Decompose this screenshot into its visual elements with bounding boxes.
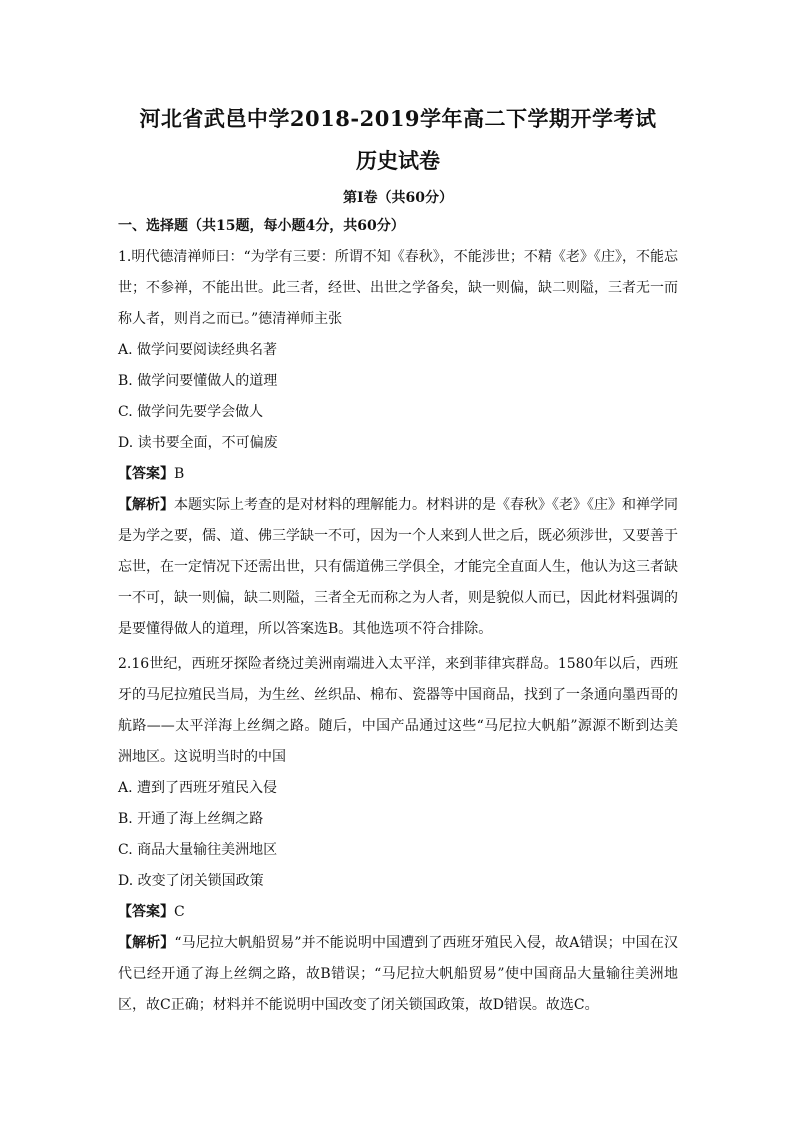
analysis-text: “马尼拉大帆船贸易”并不能说明中国遭到了西班牙殖民入侵，故A错误；中国在汉代已经开通了海上丝绸之路，故B错误；“马尼拉大帆船贸易”使中国商品大量输往美洲地区，故C正确；材料并不能说明中国改变了闭关锁国政策，故D错误。故选C。 [118,935,678,1013]
option-d: D. 改变了闭关锁国政策 [118,873,264,889]
option-c: C. 商品大量输往美洲地区 [118,842,278,858]
option-b: B. 开通了海上丝绸之路 [118,811,264,827]
page-content [118,102,678,1021]
option-d: D. 读书要全面，不可偏废 [118,435,278,451]
option-a: A. 遭到了西班牙殖民入侵 [118,780,278,796]
question-2 [118,649,678,1021]
analysis-tag: 【解析】 [118,497,174,513]
volume-heading: 第Ⅰ卷（共60分） [342,190,454,206]
exam-title: 河北省武邑中学2018-2019学年高二下学期开学考试 [139,106,657,131]
option-c: C. 做学问先要学会做人 [118,404,264,420]
analysis-paragraph [118,928,678,1021]
answer-line [118,459,678,490]
section-heading: 一、选择题（共15题，每小题4分，共60分） [118,218,405,234]
analysis-tag: 【解析】 [118,935,175,951]
option-b: B. 做学问要懂做人的道理 [118,373,278,389]
question-stem: 1.明代德清禅师曰：“为学有三要：所谓不知《春秋》，不能涉世；不精《老》《庄》，不能忘世；不参禅，不能出世。此三者，经世、出世之学备矣，缺一则偏，缺二则隘，三者无一而称人者，则肖之而已。”德清禅师主张 [118,249,678,327]
question-stem: 2.16世纪，西班牙探险者绕过美洲南端进入太平洋，来到菲律宾群岛。1580年以后，西班牙的马尼拉殖民当局，为生丝、丝织品、棉布、瓷器等中国商品，找到了一条通向墨西哥的航路——太平洋海上丝绸之路。随后，中国产品通过这些“马尼拉大帆船”源源不断到达美洲地区。这说明当时的中国 [118,656,678,765]
answer-line [118,897,678,928]
exam-subtitle: 历史试卷 [356,148,440,173]
question-1 [118,242,678,645]
answer-value: C [174,904,185,920]
answer-tag: 【答案】 [118,466,174,482]
option-a: A. 做学问要阅读经典名著 [118,342,278,358]
analysis-text: 本题实际上考查的是对材料的理解能力。材料讲的是《春秋》《老》《庄》和禅学同是为学之要，儒、道、佛三学缺一不可，因为一个人来到人世之后，既必须涉世，又要善于忘世，在一定情况下还需出世，只有儒道佛三学俱全，才能完全直面人生，他认为这三者缺一不可，缺一则偏，缺二则隘，三者全无而称之为人者，则是貌似人而已，因此材料强调的是要懂得做人的道理，所以答案选B。其他选项不符合排除。 [118,497,678,637]
answer-value: B [174,466,185,482]
answer-tag: 【答案】 [118,904,174,920]
analysis-paragraph [118,490,678,645]
